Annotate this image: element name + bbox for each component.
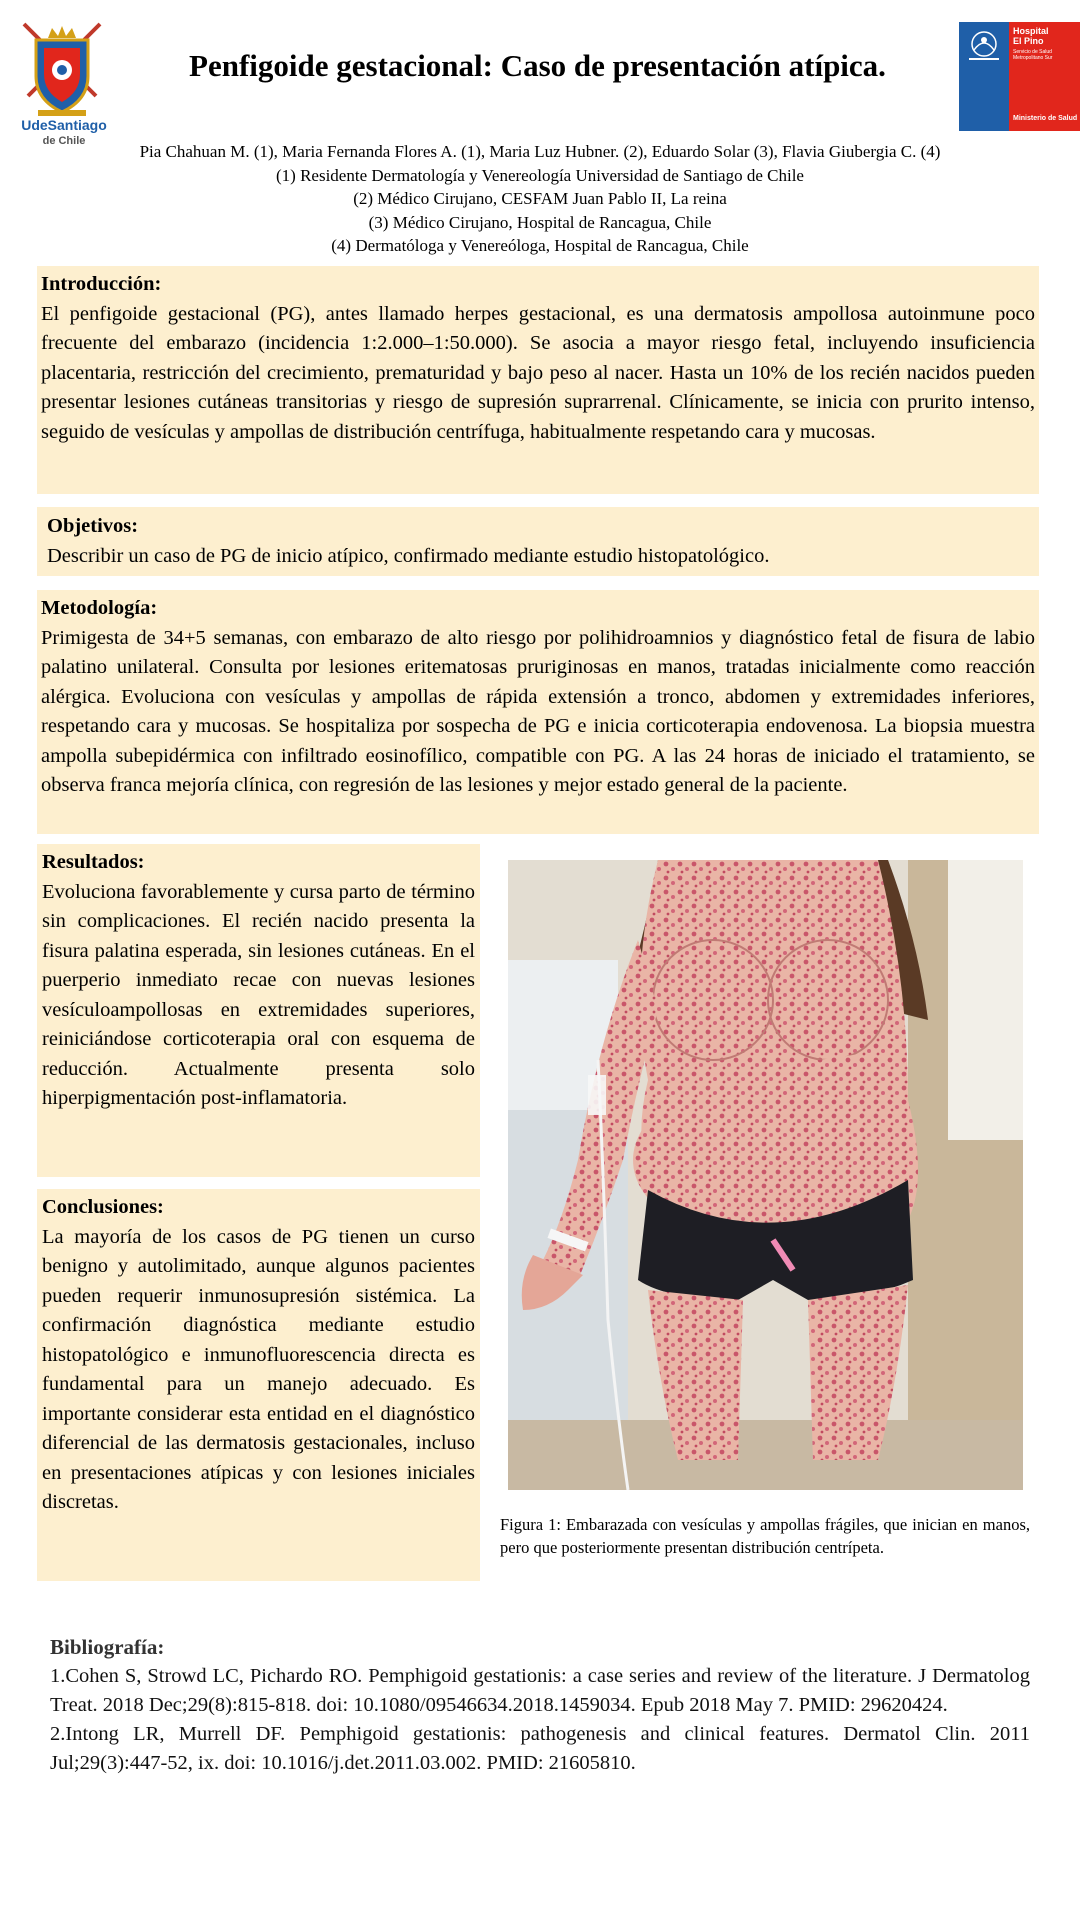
hospital-logo-blue-panel xyxy=(959,22,1009,131)
clinical-photo xyxy=(508,860,1023,1490)
section-objetivos xyxy=(37,507,1039,576)
hospital-logo-red-panel xyxy=(1009,22,1080,131)
university-logo-line2: de Chile xyxy=(42,135,86,147)
figure-caption: Figura 1: Embarazada con vesículas y ampollas frágiles, que inician en manos, pero que posteriormente presentan distribución centrípeta. xyxy=(500,1515,1030,1557)
ministry-text: Ministerio de Salud xyxy=(1013,115,1078,122)
section-heading: Objetivos: xyxy=(47,515,139,537)
bibliography-item: 2.Intong LR, Murrell DF. Pemphigoid gestationis: pathogenesis and clinical features. Dermatol Clin. 2011 Jul;29(3):447-52, ix. doi: 10.1016/j.det.2011.03.002. PMID: 21605810. xyxy=(50,1723,1030,1774)
hospital-service-text: Servicio de Salud Metropolitano Sur xyxy=(1013,49,1053,61)
hospital-name-line1: Hospital xyxy=(1013,26,1049,36)
university-logo xyxy=(16,18,108,146)
authors-line: Pia Chahuan M. (1), Maria Fernanda Flores A. (1), Maria Luz Hubner. (2), Eduardo Solar (3), Flavia Giubergia C. (4) xyxy=(139,142,941,161)
section-heading: Introducción: xyxy=(41,273,162,295)
section-body: El penfigoide gestacional (PG), antes llamado herpes gestacional, es una dermatosis ampollosa autoinmune poco frecuente del embarazo (incidencia 1:2.000–1:50.000). Se asocia a mayor riesgo fetal, incluyendo insuficiencia placentaria, restricción del crecimiento, prematuridad y bajo peso al nacer. Hasta un 10% de los recién nacidos pueden presentar lesiones cutáneas transitorias y riesgo de supresión suprarrenal. Clínicamente, se inicia con prurito intenso, seguido de vesículas y ampollas de distribución centrífuga, habitualmente respetando cara y mucosas. xyxy=(41,302,1035,443)
bibliography xyxy=(50,1633,1030,1778)
affiliation-line: (4) Dermatóloga y Venereóloga, Hospital de Rancagua, Chile xyxy=(331,236,749,255)
affiliation-line: (1) Residente Dermatología y Venereología Universidad de Santiago de Chile xyxy=(276,165,804,185)
section-introduccion xyxy=(37,266,1039,494)
affiliation-line: (2) Médico Cirujano, CESFAM Juan Pablo II, La reina xyxy=(353,189,727,208)
section-resultados xyxy=(37,844,480,1177)
patient-photo-icon xyxy=(508,860,1023,1490)
section-metodologia xyxy=(37,590,1039,834)
section-heading: Metodología: xyxy=(41,597,158,619)
bibliography-item: 1.Cohen S, Strowd LC, Pichardo RO. Pemphigoid gestationis: a case series and review of the literature. J Dermatolog Treat. 2018 Dec;29(8):815-818. doi: 10.1080/09546634.2018.1459034. Epub 2018 May 7. PMID: 29620424. xyxy=(50,1665,1030,1716)
section-body: Evoluciona favorablemente y cursa parto de término sin complicaciones. El recién nacido presenta la fisura palatina esperada, sin lesiones cutáneas. En el puerperio inmediato recae con nuevas lesiones vesículoampollosas en extremidades superiores, reiniciándose corticoterapia oral con esquema de reducción. Actualmente presenta solo hiperpigmentación post-inflamatoria. xyxy=(42,880,475,1109)
hospital-logo xyxy=(959,22,1080,131)
section-body: Describir un caso de PG de inicio atípico, confirmado mediante estudio histopatológico. xyxy=(47,544,770,567)
section-heading: Conclusiones: xyxy=(42,1196,164,1218)
section-conclusiones xyxy=(37,1189,480,1581)
government-seal-icon xyxy=(959,26,1009,66)
hospital-name-line2: El Pino xyxy=(1013,36,1044,46)
bibliography-heading: Bibliografía: xyxy=(50,1635,165,1659)
section-body: Primigesta de 34+5 semanas, con embarazo de alto riesgo por polihidroamnios y diagnóstico fetal de fisura de labio palatino unilateral. Consulta por lesiones eritematosas pruriginosas en manos, tratadas inicialmente como reacción alérgica. Evoluciona con vesículas y ampollas de rápida extensión a tronco, abdomen y extremidades inferiores, respetando cara y mucosas. Se hospitaliza por sospecha de PG e inicia corticoterapia endovenosa. La biopsia muestra ampolla subepidérmica con infiltrado eosinofílico, compatible con PG. A las 24 horas de iniciado el tratamiento, se observa franca mejoría clínica, con regresión de las lesiones y mejor estado general de la paciente. xyxy=(41,626,1035,796)
affiliation-line: (3) Médico Cirujano, Hospital de Rancagua, Chile xyxy=(368,212,712,232)
university-logo-line1: UdeSantiago xyxy=(21,117,107,133)
poster-title: Penfigoide gestacional: Caso de presentación atípica. xyxy=(189,48,886,83)
section-heading: Resultados: xyxy=(42,851,145,873)
section-body: La mayoría de los casos de PG tienen un curso benigno y autolimitado, aunque algunos pacientes pueden requerir inmunosupresión sistémica. La confirmación diagnóstica mediante estudio histopatológico e inmunofluorescencia directa es fundamental para un manejo adecuado. Es importante considerar esta entidad en el diagnóstico diferencial de las dermatosis gestacionales, incluso en presentaciones atípicas y con lesiones iniciales discretas. xyxy=(42,1225,475,1513)
authors-block xyxy=(40,140,1040,258)
